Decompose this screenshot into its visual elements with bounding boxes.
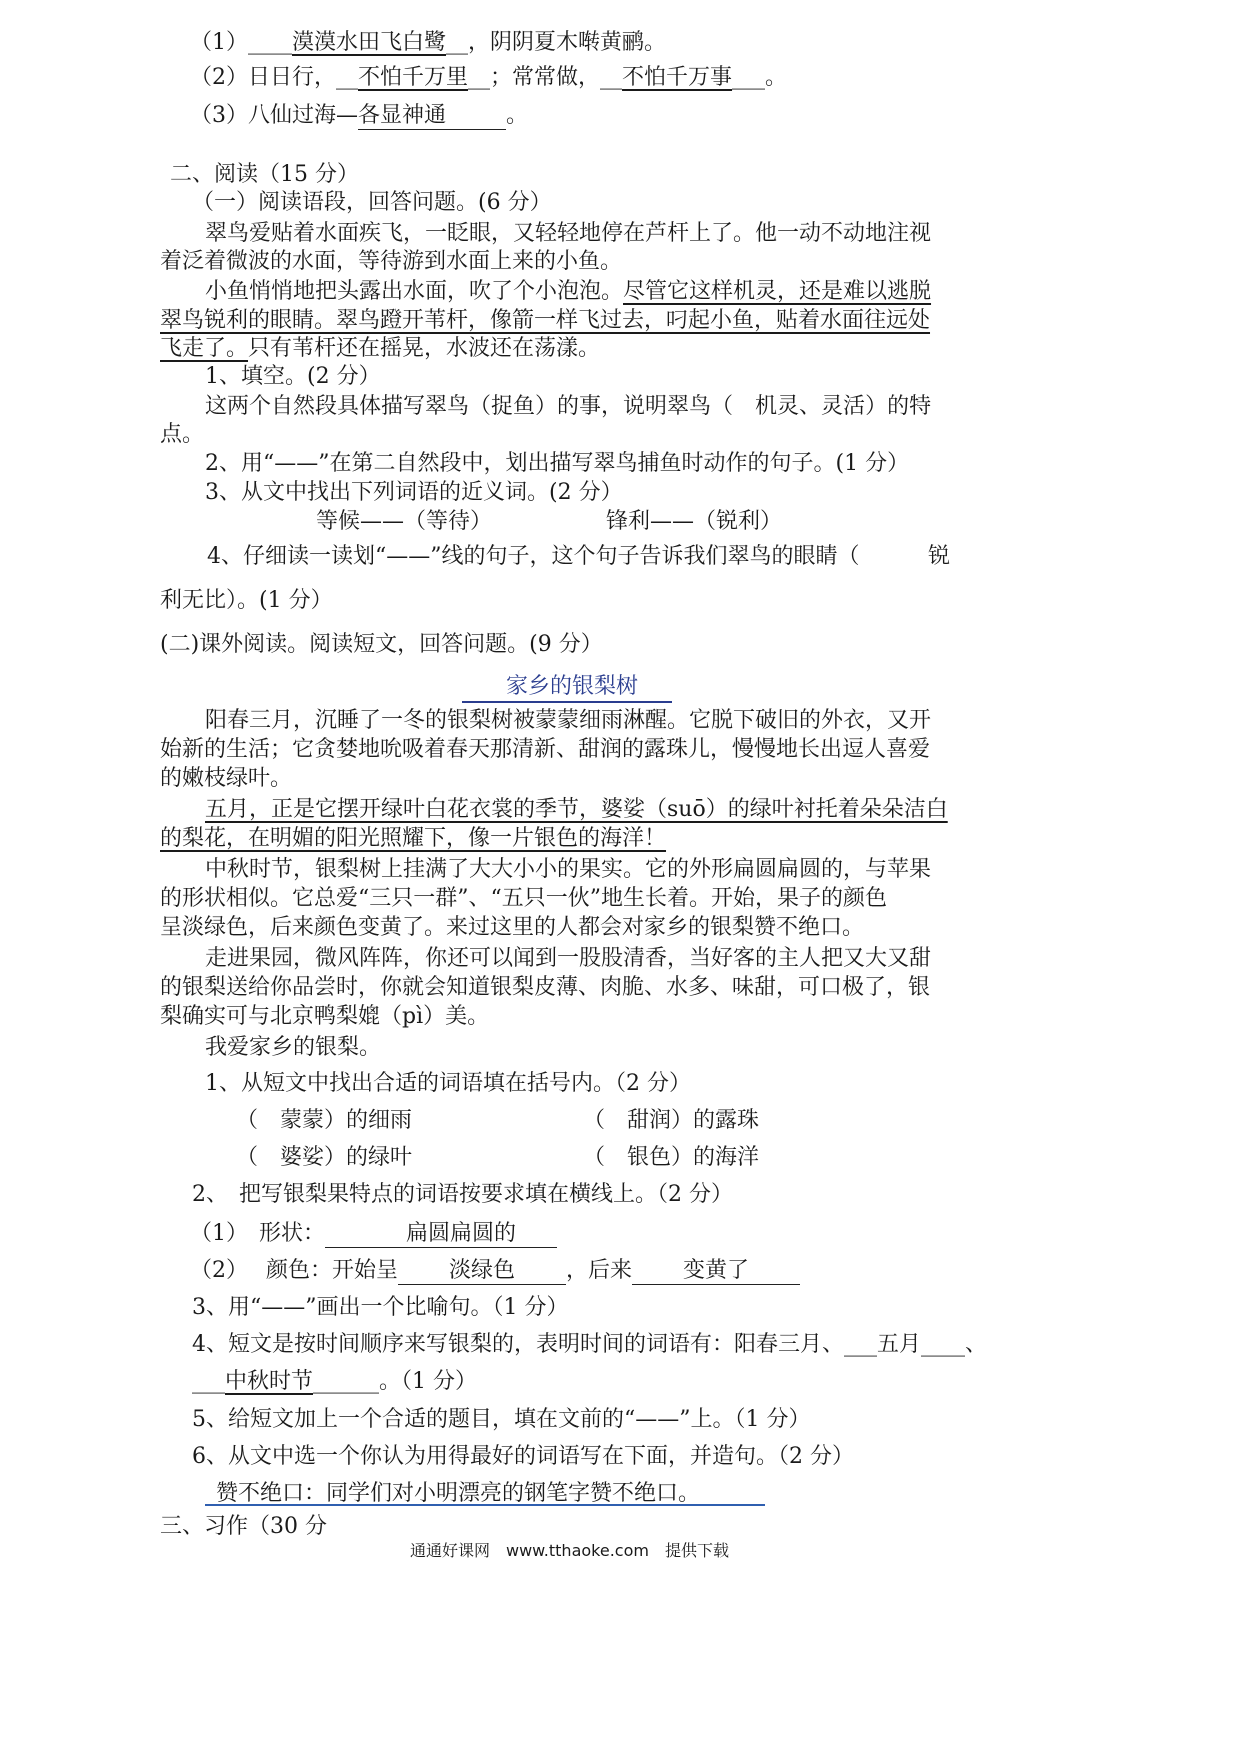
article-p3-line-2: 的形状相似。它总爱“三只一群”、“五只一伙”地生长着。开始，果子的颜色 (160, 886, 887, 911)
answer-catch-fish: 捉鱼 (491, 394, 536, 419)
synonym-answer-1: 等待 (426, 509, 471, 534)
poem-answer-1: 漠漠水田飞白鹭 (292, 30, 447, 55)
question-4-line-2: 利无比）。(1 分） (160, 588, 333, 613)
question-3: 3、从文中找出下列词语的近义词。(2 分） (205, 480, 623, 505)
question-1-line-1: 这两个自然段具体描写翠鸟（捉鱼）的事，说明翠鸟（ 机灵、灵活）的特 (205, 394, 932, 419)
article-p4-line-2: 的银梨送给你品尝时，你就会知道银梨皮薄、肉脆、水多、味甜，可口极了，银 (160, 975, 931, 1000)
extra-question-1: 1、从短文中找出合适的词语填在括号内。（2 分） (205, 1071, 691, 1096)
sentence-answer: 赞不绝口：同学们对小明漂亮的钢笔字赞不绝口。 (216, 1481, 701, 1506)
fill-4: （ 银色）的海洋 (583, 1145, 760, 1170)
shape-line: （1） 形状： 扁圆扁圆的 (190, 1219, 557, 1249)
extra-question-5: 5、给短文加上一个合适的题目，填在文前的“——”上。（1 分） (192, 1407, 811, 1432)
reading-part1-title: （一）阅读语段，回答问题。(6 分） (192, 190, 552, 215)
synonym-answer-2: 锐利 (716, 509, 761, 534)
underlined-sentence: 尽管它这样机灵，还是难以逃脱 (623, 279, 932, 304)
color-answer-1: 淡绿色 (398, 1258, 566, 1285)
article-p1-line-3: 的嫩枝绿叶。 (160, 766, 293, 791)
shape-answer: 扁圆扁圆的 (325, 1221, 557, 1248)
paragraph-2-line-1: 小鱼悄悄地把头露出水面，吹了个小泡泡。尽管它这样机灵，还是难以逃脱 (205, 279, 932, 304)
answer-clever: 机灵、灵活 (755, 394, 866, 419)
paragraph-2-line-2: 翠鸟锐利的眼睛。翠鸟蹬开苇杆，像箭一样飞过去，叼起小鱼，贴着水面往远处 (160, 308, 931, 333)
article-p3-line-1: 中秋时节，银梨树上挂满了大大小小的果实。它的外形扁圆扁圆的，与苹果 (205, 857, 932, 882)
question-1-title: 1、填空。(2 分） (205, 364, 381, 389)
article-p2-line-1 (205, 795, 948, 825)
article-p2-line-2: 的梨花，在明媚的阳光照耀下，像一片银色的海洋！ (160, 826, 667, 851)
question-1-line-2: 点。 (160, 422, 205, 447)
poem-line-2: （2）日日行，__不怕千万里__；常常做，__不怕千万事___。 (190, 65, 788, 90)
section-writing-title: 三、习作（30 分 (160, 1514, 327, 1539)
color-line: （2） 颜色：开始呈 淡绿色 ，后来 变黄了 (190, 1256, 800, 1286)
passage-title: 家乡的银梨树 (462, 673, 672, 703)
article-p1-line-1: 阳春三月，沉睡了一冬的银梨树被蒙蒙细雨淋醒。它脱下破旧的外衣，又开 (205, 708, 932, 733)
fill-3: （ 婆娑）的绿叶 (236, 1145, 413, 1170)
question-4-answer-b: 利无比 (160, 588, 227, 613)
fill-2: （ 甜润）的露珠 (583, 1108, 760, 1133)
paragraph-1-line-1: 翠鸟爱贴着水面疾飞，一眨眼，又轻轻地停在芦杆上了。他一动不动地注视 (205, 221, 932, 246)
article-p3-line-3: 呈淡绿色，后来颜色变黄了。来过这里的人都会对家乡的银梨赞不绝口。 (160, 915, 865, 940)
extra-question-2: 2、 把写银梨果特点的词语按要求填在横线上。（2 分） (192, 1182, 733, 1207)
reading-part2-title: (二)课外阅读。阅读短文，回答问题。(9 分） (160, 632, 603, 657)
question-4-line-1: 4、仔细读一读划“——”线的句子，这个句子告诉我们翠鸟的眼睛（ (207, 544, 882, 569)
poem-answer-2b: 不怕千万事 (622, 65, 733, 90)
fill-1: （ 蒙蒙）的细雨 (236, 1108, 413, 1133)
question-2: 2、用“——”在第二自然段中，划出描写翠鸟捕鱼时动作的句子。(1 分） (205, 451, 910, 476)
poem-answer-2a: 不怕千万里 (358, 65, 469, 90)
time-answer-2: 中秋时节 (225, 1369, 314, 1394)
article-p4-line-3: 梨确实可与北京鸭梨媲（pì）美。 (160, 1004, 490, 1029)
paragraph-1-line-2: 着泛着微波的水面，等待游到水面上来的小鱼。 (160, 249, 623, 274)
poem-line-3: （3）八仙过海—各显神通 。 (190, 103, 529, 128)
extra-question-4-line-1: 4、短文是按时间顺序来写银梨的，表明时间的词语有：阳春三月、___五月____、 (192, 1332, 988, 1357)
simile-sentence: 五月，正是它摆开绿叶白花衣裳的季节，婆娑（suō）的绿叶衬托着朵朵洁白 (205, 797, 948, 822)
synonym-2: 锋利——（锐利） (606, 509, 783, 534)
article-p4-line-1: 走进果园，微风阵阵，你还可以闻到一股股清香，当好客的主人把又大又甜 (205, 946, 932, 971)
extra-question-4-line-2: ___中秋时节______。（1 分） (192, 1369, 478, 1394)
poem-answer-3: 各显神通 (358, 103, 506, 130)
extra-question-6: 6、从文中选一个你认为用得最好的词语写在下面，并造句。（2 分） (192, 1444, 854, 1469)
answer-underline (205, 1504, 765, 1506)
poem-line-1: （1）____漠漠水田飞白鹭__，阴阴夏木啭黄鹂。 (190, 30, 667, 55)
time-answer-1: 五月 (877, 1332, 922, 1357)
synonym-1: 等候——（等待） (316, 509, 493, 534)
paragraph-2-line-3: 飞走了。只有苇杆还在摇晃，水波还在荡漾。 (160, 336, 601, 361)
section-reading-title: 二、阅读（15 分） (170, 162, 359, 187)
extra-question-3: 3、用“——”画出一个比喻句。（1 分） (192, 1295, 569, 1320)
article-p5: 我爱家乡的银梨。 (205, 1035, 382, 1060)
color-answer-2: 变黄了 (632, 1258, 800, 1285)
article-p1-line-2: 始新的生活；它贪婪地吮吸着春天那清新、甜润的露珠儿，慢慢地长出逗人喜爱 (160, 737, 931, 762)
question-4-answer-a: 锐 (928, 544, 951, 569)
footer-watermark: 通通好课网 www.tthaoke.com 提供下载 (410, 1541, 729, 1560)
